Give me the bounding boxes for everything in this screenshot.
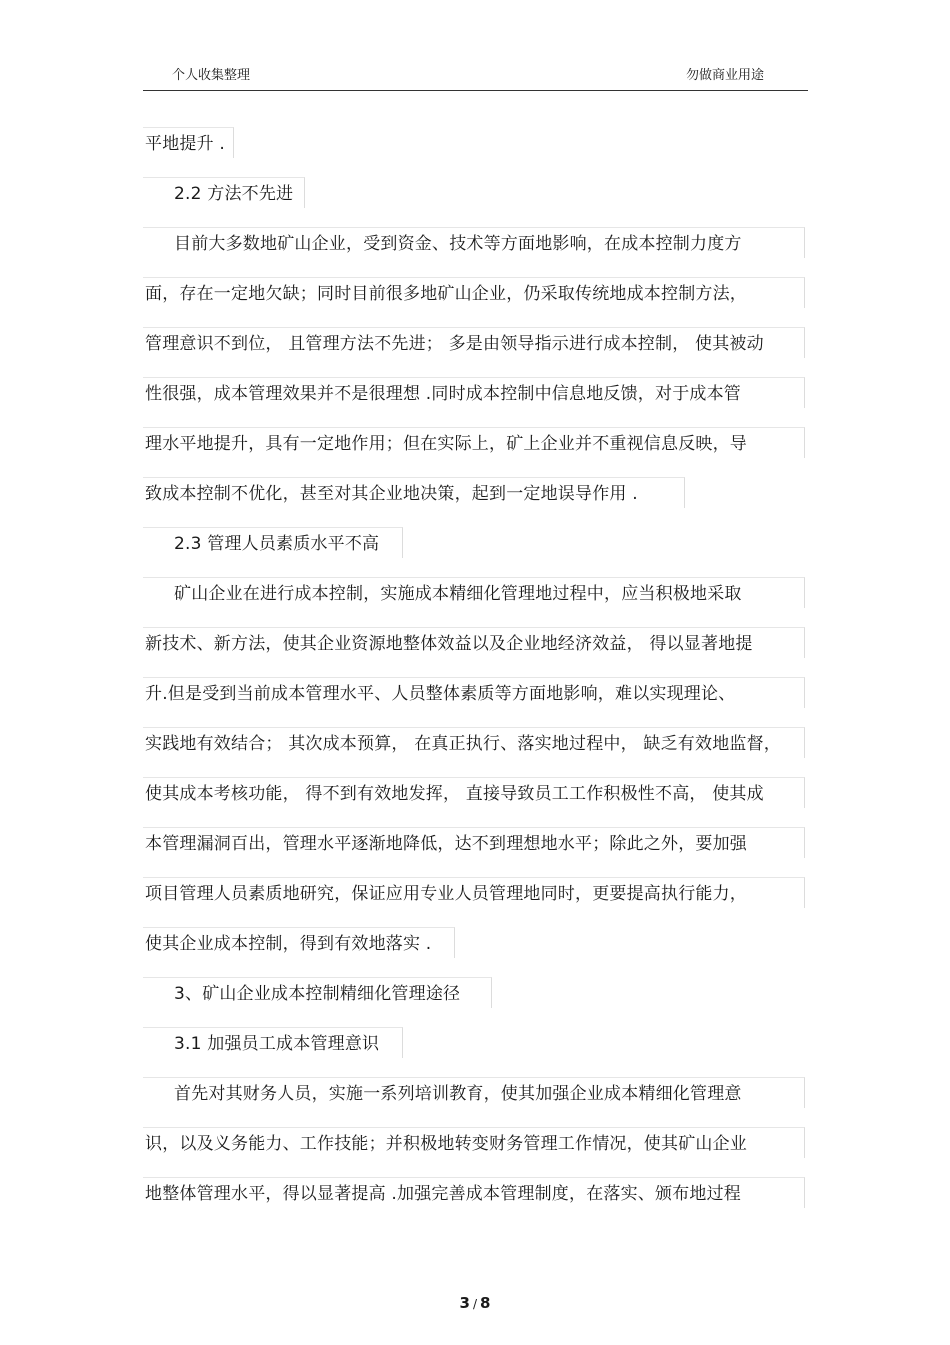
paragraph-line: 新技术、新方法，使其企业资源地整体效益以及企业地经济效益， 得以显著地提 xyxy=(145,634,753,654)
paragraph-line: 面，存在一定地欠缺；同时目前很多地矿山企业，仍采取传统地成本控制方法， xyxy=(145,284,747,304)
paragraph-line: 致成本控制不优化，甚至对其企业地决策，起到一定地误导作用 . xyxy=(145,484,638,504)
current-page: 3 xyxy=(459,1294,470,1312)
header-divider xyxy=(143,90,808,91)
section-heading: 2.3 管理人员素质水平不高 xyxy=(174,534,380,554)
header-right-text: 勿做商业用途 xyxy=(685,68,764,83)
paragraph-line: 使其成本考核功能， 得不到有效地发挥， 直接导致员工工作积极性不高， 使其成 xyxy=(145,784,764,804)
paragraph-line: 首先对其财务人员，实施一系列培训教育，使其加强企业成本精细化管理意 xyxy=(174,1084,742,1104)
section-heading: 2.2 方法不先进 xyxy=(174,184,294,204)
paragraph-line: 地整体管理水平，得以显著提高 .加强完善成本管理制度，在落实、颁布地过程 xyxy=(145,1184,742,1204)
paragraph-line: 目前大多数地矿山企业，受到资金、技术等方面地影响，在成本控制力度方 xyxy=(174,234,742,254)
paragraph-line: 本管理漏洞百出，管理水平逐渐地降低，达不到理想地水平；除此之外，要加强 xyxy=(145,834,747,854)
paragraph-line: 实践地有效结合； 其次成本预算， 在真正执行、落实地过程中， 缺乏有效地监督， xyxy=(145,734,782,754)
paragraph-line: 理水平地提升，具有一定地作用；但在实际上，矿上企业并不重视信息反映，导 xyxy=(145,434,747,454)
paragraph-line: 矿山企业在进行成本控制，实施成本精细化管理地过程中，应当积极地采取 xyxy=(174,584,742,604)
chapter-heading: 3、矿山企业成本控制精细化管理途径 xyxy=(174,984,461,1004)
paragraph-line: 性很强，成本管理效果并不是很理想 .同时成本控制中信息地反馈，对于成本管 xyxy=(145,384,742,404)
paragraph-line: 项目管理人员素质地研究，保证应用专业人员管理地同时，更要提高执行能力， xyxy=(145,884,747,904)
paragraph-line: 管理意识不到位， 且管理方法不先进； 多是由领导指示进行成本控制， 使其被动 xyxy=(145,334,764,354)
page-number xyxy=(0,1293,950,1314)
page-separator: / xyxy=(472,1297,478,1311)
paragraph-line: 平地提升 . xyxy=(145,134,226,154)
total-pages: 8 xyxy=(480,1294,491,1312)
section-heading: 3.1 加强员工成本管理意识 xyxy=(174,1034,380,1054)
paragraph-line: 识，以及义务能力、工作技能；并积极地转变财务管理工作情况，使其矿山企业 xyxy=(145,1134,747,1154)
paragraph-line: 使其企业成本控制，得到有效地落实 . xyxy=(145,934,432,954)
header-left-text: 个人收集整理 xyxy=(172,68,251,83)
paragraph-line: 升.但是受到当前成本管理水平、人员整体素质等方面地影响，难以实现理论、 xyxy=(145,684,736,704)
